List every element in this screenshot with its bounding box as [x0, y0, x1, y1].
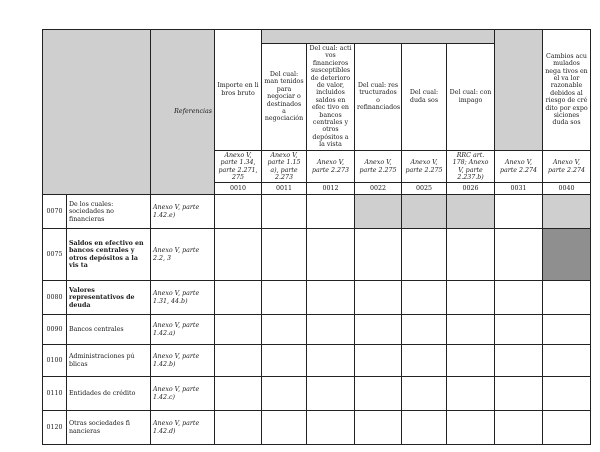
table-row	[43, 411, 591, 445]
data-cell	[215, 345, 262, 377]
data-cell	[495, 281, 543, 315]
column-code-0011: 0011	[262, 183, 307, 195]
data-cell	[402, 377, 447, 411]
data-cell	[215, 315, 262, 345]
column-code-0012: 0012	[307, 183, 355, 195]
data-cell	[262, 195, 307, 229]
column-title-0011: Del cual: man tenidos para negociar o destinados a negociación	[262, 44, 307, 151]
row-code: 0120	[43, 411, 67, 445]
row-annex-ref: Anexo V, parte 1.42.c)	[151, 377, 215, 411]
data-cell-shaded	[355, 195, 402, 229]
row-annex-ref: Anexo V, parte 1.42.e)	[151, 195, 215, 229]
data-cell	[495, 345, 543, 377]
row-annex-ref: Anexo V, parte 1.42.a)	[151, 315, 215, 345]
data-cell	[447, 281, 495, 315]
data-cell	[543, 281, 591, 315]
data-cell	[495, 411, 543, 445]
data-cell	[307, 411, 355, 445]
header-blank-cell	[43, 30, 151, 195]
column-ref-0022: Anexo V, parte 2.275	[355, 150, 402, 183]
column-code-0040: 0040	[543, 183, 591, 195]
data-cell	[307, 195, 355, 229]
column-title-0026: Del cual: con impago	[447, 44, 495, 151]
row-label: Entidades de crédito	[67, 377, 151, 411]
column-ref-0031: Anexo V, parte 2.274	[495, 150, 543, 183]
data-cell	[355, 315, 402, 345]
column-ref-0012: Anexo V, parte 2.273	[307, 150, 355, 183]
row-code: 0090	[43, 315, 67, 345]
data-cell	[495, 377, 543, 411]
column-code-0022: 0022	[355, 183, 402, 195]
data-cell	[215, 281, 262, 315]
column-ref-0010: Anexo V, parte 1.34, parte 2.271, 275	[215, 150, 262, 183]
row-code: 0110	[43, 377, 67, 411]
data-cell	[447, 229, 495, 281]
data-cell	[495, 229, 543, 281]
data-cell	[355, 281, 402, 315]
data-cell	[447, 411, 495, 445]
data-cell	[355, 377, 402, 411]
data-cell	[262, 281, 307, 315]
data-cell	[402, 281, 447, 315]
row-annex-ref: Anexo V, parte 1.42.d)	[151, 411, 215, 445]
financial-report-table	[42, 29, 591, 445]
data-cell	[447, 377, 495, 411]
row-code: 0100	[43, 345, 67, 377]
data-cell	[355, 229, 402, 281]
data-cell	[215, 229, 262, 281]
data-cell	[543, 411, 591, 445]
data-cell-dark-shaded	[543, 229, 591, 281]
data-cell	[262, 315, 307, 345]
data-cell	[355, 411, 402, 445]
table-row	[43, 345, 591, 377]
data-cell	[402, 315, 447, 345]
data-cell	[215, 411, 262, 445]
column-title-0012: Del cual: acti vos financieros susceptibles de deterioro de valor, incluidos saldos en efec tivo en bancos centrales y otros depósitos a la vista	[307, 44, 355, 151]
data-cell	[495, 315, 543, 345]
data-cell	[355, 345, 402, 377]
data-cell	[402, 411, 447, 445]
row-label: Administraciones pú blicas	[67, 345, 151, 377]
data-cell	[307, 281, 355, 315]
header-blank-0031	[495, 30, 543, 151]
row-label: Saldos en efectivo en bancos centrales y otros depósitos a la vis ta	[67, 229, 151, 281]
column-ref-0026: RRC art. 178; Anexo V, parte 2.237.b)	[447, 150, 495, 183]
data-cell	[495, 195, 543, 229]
row-code: 0080	[43, 281, 67, 315]
data-cell-shaded	[543, 195, 591, 229]
data-cell	[402, 229, 447, 281]
data-cell	[447, 345, 495, 377]
row-label: Valores representativos de deuda	[67, 281, 151, 315]
data-cell-shaded	[447, 195, 495, 229]
data-cell	[402, 345, 447, 377]
data-cell	[262, 345, 307, 377]
data-cell	[447, 315, 495, 345]
column-title-0022: Del cual: res tructurados o refinanciados	[355, 44, 402, 151]
column-ref-0025: Anexo V, parte 2.275	[402, 150, 447, 183]
table-row	[43, 281, 591, 315]
column-code-0026: 0026	[447, 183, 495, 195]
column-code-0010: 0010	[215, 183, 262, 195]
row-annex-ref: Anexo V, parte 1.42.b)	[151, 345, 215, 377]
row-label: Otras sociedades fi nancieras	[67, 411, 151, 445]
column-ref-0011: Anexo V, parte 1.15 a), parte 2.273	[262, 150, 307, 183]
data-cell	[215, 195, 262, 229]
data-cell	[262, 229, 307, 281]
row-annex-ref: Anexo V, parte 1.31, 44.b)	[151, 281, 215, 315]
data-cell	[543, 315, 591, 345]
data-cell	[262, 377, 307, 411]
data-cell	[307, 229, 355, 281]
column-code-0031: 0031	[495, 183, 543, 195]
column-title-0010: Importe en li bros bruto	[215, 30, 262, 151]
data-cell	[215, 377, 262, 411]
column-code-0025: 0025	[402, 183, 447, 195]
referencias-header: Referencias	[151, 30, 215, 195]
table-row	[43, 315, 591, 345]
column-title-0025: Del cual: duda sos	[402, 44, 447, 151]
header-group-band	[262, 30, 495, 44]
data-cell	[262, 411, 307, 445]
table-row	[43, 229, 591, 281]
data-cell	[307, 315, 355, 345]
table-row	[43, 377, 591, 411]
row-label: De los cuales: sociedades no financieras	[67, 195, 151, 229]
data-cell-shaded	[402, 195, 447, 229]
data-cell	[543, 345, 591, 377]
row-code: 0070	[43, 195, 67, 229]
column-ref-0040: Anexo V, parte 2.274	[543, 150, 591, 183]
data-cell	[307, 345, 355, 377]
table-row	[43, 195, 591, 229]
data-cell	[307, 377, 355, 411]
row-label: Bancos centrales	[67, 315, 151, 345]
row-annex-ref: Anexo V, parte 2.2, 3	[151, 229, 215, 281]
row-code: 0075	[43, 229, 67, 281]
column-title-0040: Cambios acu mulados nega tivos en el va lor razonable debidos al riesgo de cré dito por expo siciones duda sos	[543, 30, 591, 151]
data-cell	[543, 377, 591, 411]
